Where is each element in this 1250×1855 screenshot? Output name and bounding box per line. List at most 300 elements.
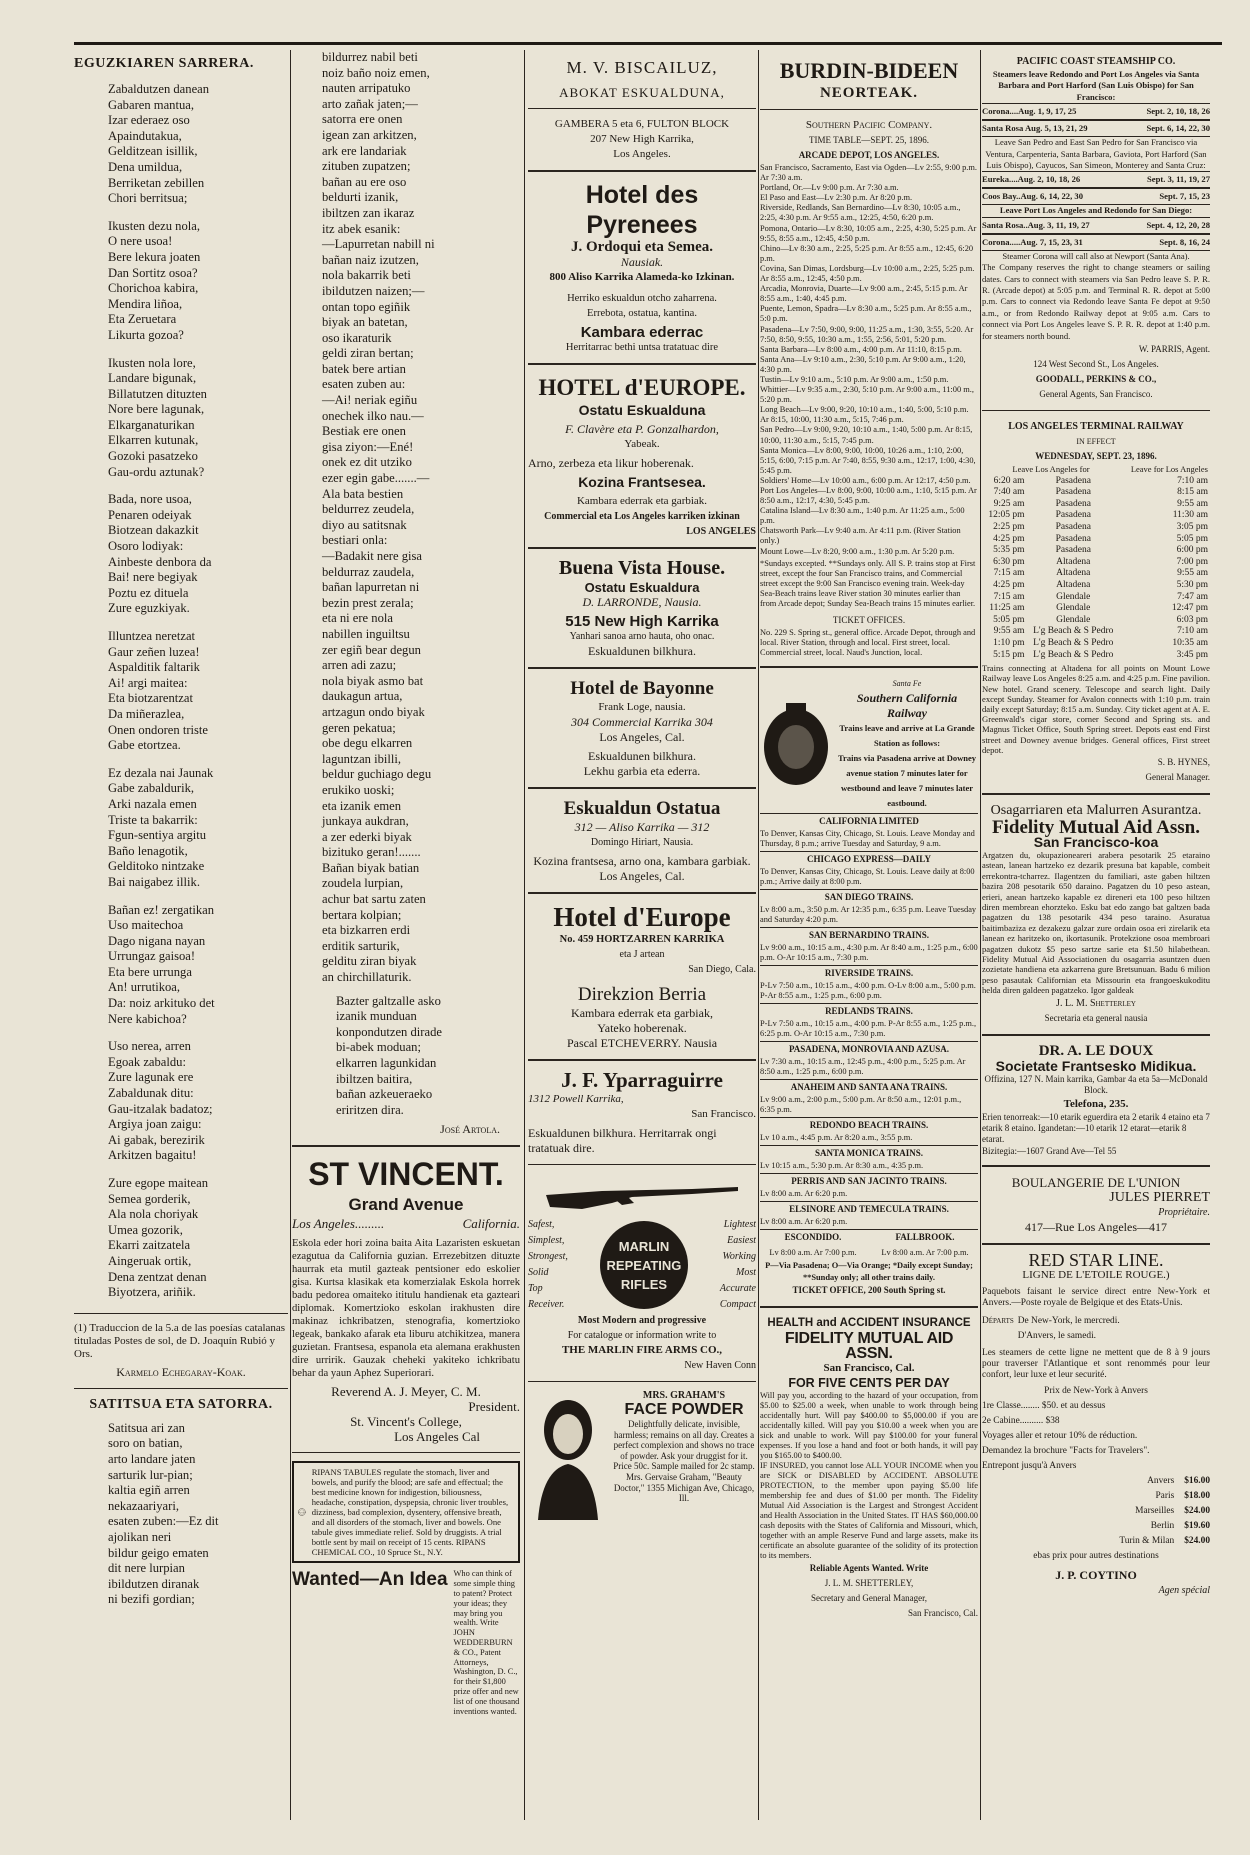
term-dest: Glendale	[1056, 614, 1091, 625]
table-row	[982, 522, 1210, 534]
term-sign2: General Manager.	[1145, 772, 1210, 783]
wanted-ad	[292, 1569, 520, 1716]
sailing-row	[982, 120, 1210, 137]
poem-line: bizituko geran!.......	[322, 845, 421, 860]
yparr-city: San Francisco.	[691, 1108, 756, 1120]
poem-line: ibiltzen baitira,	[336, 1071, 413, 1086]
poem-line: Gelditoko nintzake	[108, 859, 205, 874]
ledoux-ad	[982, 1044, 1210, 1157]
ostatua-owner: Domingo Hiriart, Nausia.	[590, 837, 694, 848]
poem-line: Dena umildua,	[108, 159, 183, 174]
table-row	[982, 534, 1210, 546]
table-row	[982, 650, 1210, 662]
poem-line: Triste ta bakarrik:	[108, 812, 198, 827]
poem-line: Eta bere urrunga	[108, 964, 192, 979]
timetable-line: Whittier—Lv 9:35 a.m., 2:30, 5:10 p.m. Ar 9:00 a.m., 11:00 m., 5:20 p.m.	[760, 385, 974, 405]
poem-line: Egoak zabaldu:	[108, 1054, 186, 1069]
sf-fallbrook-times: Lv 8:00 a.m. Ar 7:00 p.m.	[881, 1248, 969, 1258]
term-depart: 5:15 pm	[993, 649, 1025, 660]
footnote: (1) Traduccion de la 5.a de las poesías catalanas tituladas Postes de sol, de D. Joaquín Rubió y Ors.	[74, 1321, 286, 1360]
fidelity-ad	[760, 1316, 978, 1621]
sf-office: TICKET OFFICE, 200 South Spring st.	[792, 1285, 946, 1296]
term-depart: 4:25 pm	[993, 533, 1025, 544]
divider	[528, 363, 756, 365]
marlin-feature: Solid	[528, 1267, 549, 1278]
poem-line: Gelditzean isillik,	[108, 144, 198, 159]
sailing-sept: Sept. 7, 15, 23	[1159, 191, 1210, 202]
red-line5: Entrepont jusqu'à Anvers	[982, 1461, 1077, 1472]
europe2-owner: Pascal ETCHEVERRY. Nausia	[566, 1036, 718, 1050]
divider	[528, 108, 756, 109]
poem-line: achur bat sartu zaten	[322, 892, 426, 907]
burdin-sub: NEORTEAK.	[819, 85, 919, 101]
europe2-addr: No. 459 HORTZARREN KARRIKA	[559, 934, 725, 945]
europe1-line2: Kozina Frantsesea.	[578, 474, 706, 490]
poem-line: diyo au satitsnak	[322, 517, 407, 532]
poem-line: Dan Sortitz osoa?	[108, 265, 198, 280]
poem-line: Bai naigabez illik.	[108, 874, 200, 889]
europe1-line3: Kambara ederrak eta garbiak.	[576, 495, 708, 507]
red-departures	[982, 1314, 1210, 1344]
term-head-left: Leave Los Angeles for	[1012, 464, 1090, 475]
price-row	[982, 1534, 1210, 1549]
bayonne-city: Los Angeles, Cal.	[599, 730, 685, 744]
timetable-line: Long Beach—Lv 9:00, 9:20, 10:10 a.m., 1:40, 5:00, 5:10 p.m. Ar 8:15, 10:00, 11:30 a.m., 5:15, 7:46 p.m.	[760, 405, 969, 425]
pyrenees-owner-role: Nausiak.	[620, 255, 664, 269]
red-classe2: 2e Cabine.......... $38	[982, 1416, 1060, 1427]
term-return: 3:05 pm	[1176, 522, 1208, 533]
terminal-railway	[982, 419, 1210, 785]
table-row	[982, 603, 1210, 615]
biscailuz-ad	[528, 56, 756, 162]
yparr-title: J. F. Yparraguirre	[561, 1068, 723, 1092]
term-depart: 1:10 pm	[993, 638, 1025, 648]
sf-section-title: PASADENA, MONROVIA AND AZUSA.	[760, 1041, 978, 1057]
term-dest: Pasadena	[1055, 522, 1091, 533]
table-row	[982, 626, 1210, 638]
timetable-line: Santa Monica—Lv 8:00, 9:00, 10:00, 10:26 a.m., 1:10, 2:00, 5:15, 6:00, 7:15 p.m. Ar 7:40, 8:55, 9:30 a.m., 12:17, 1:00, 4:30, 5:45 p.m.	[760, 445, 976, 475]
europe2-city: San Diego, Cala.	[688, 964, 756, 975]
table-row	[982, 580, 1210, 592]
red-line2: Les steamers de cette ligne ne mettent que de 8 à 9 jours pour traverser l'Atlantique et sont renommés pour leur confort, leur luxe et leur securité.	[982, 1347, 1210, 1380]
woman-portrait-icon	[528, 1390, 608, 1520]
poem-line: batek bere artian	[322, 361, 406, 376]
bayonne-owner: Frank Loge, nausia.	[598, 701, 686, 713]
marlin-feature: Strongest,	[528, 1251, 568, 1262]
fid-agents: Reliable Agents Wanted. Write	[809, 1563, 929, 1574]
europe1-title: HOTEL d'EUROPE.	[538, 375, 746, 400]
timetable-line: Santa Ana—Lv 9:10 a.m., 2:30, 5:10 p.m. Ar 9:00 a.m., 1:20, 4:30 p.m.	[760, 354, 966, 374]
ledoux-addr: Offizina, 127 N. Main karrika, Gambar 4a eta 5a—McDonald Block.	[984, 1073, 1208, 1096]
poem-line: bezin prest zerala;	[322, 595, 414, 610]
poem-line: biyak an batetan,	[322, 315, 408, 330]
sf-section-title: ANAHEIM AND SANTA ANA TRAINS.	[760, 1079, 978, 1095]
poem-line: Umea gozorik,	[108, 1222, 183, 1237]
poem-line: beldurrez zeudela,	[322, 502, 415, 517]
poem-line: zoudela lurpian,	[322, 876, 404, 891]
term-head-right: Leave for Los Angeles	[1130, 464, 1208, 475]
divider	[74, 1313, 288, 1314]
sp-ticket-head: TICKET OFFICES.	[832, 615, 906, 626]
poem-line: an chirchillaturik.	[322, 970, 412, 985]
poem-line: Likurta gozoa?	[108, 327, 184, 342]
poem-line: Poztu ez dituela	[108, 585, 189, 600]
divider	[982, 793, 1210, 795]
poem-line: Dago nigana nayan	[108, 933, 206, 948]
sp-depot: ARCADE DEPOT, LOS ANGELES.	[798, 150, 940, 160]
term-table	[982, 464, 1210, 661]
marlin-ad	[528, 1173, 756, 1373]
poem-line: kaltia egiñ arren	[108, 1483, 190, 1498]
pyrenees-line4: Herritarrac bethi untsa tratatuac dire	[565, 342, 719, 353]
sf-section-title: SANTA MONICA TRAINS.	[760, 1145, 978, 1161]
poem-line: Gau-itzalak badatoz;	[108, 1101, 213, 1116]
buena-vista-ad	[528, 557, 756, 659]
poem-line: gisa ziyon:—Ené!	[322, 439, 414, 454]
poem-line: Satitsua ari zan	[108, 1420, 185, 1435]
sailing-aug: Coos Bay..Aug. 6, 14, 22, 30	[982, 191, 1083, 202]
poem-line: esaten zuben au:	[322, 377, 406, 392]
term-return: 8:15 am	[1177, 487, 1208, 498]
poem-line: An! urrutikoa,	[108, 980, 181, 995]
timetable-line: Chatsworth Park—Lv 9:40 a.m. Ar 4:11 p.m. (River Station only.)	[760, 526, 961, 546]
poem-line: Gaur zeñen luzea!	[108, 644, 200, 659]
poem-line: Nore bere lagunak,	[108, 402, 205, 417]
sf-section-title: RIVERSIDE TRAINS.	[760, 965, 978, 981]
pc-agent: W. PARRIS, Agent.	[1138, 344, 1210, 355]
poem-line: Eta biotzarentzat	[108, 691, 193, 706]
poem-line: nola bakarrik beti	[322, 268, 411, 283]
st-vincent-ad	[292, 1155, 520, 1444]
term-return: 9:55 am	[1177, 498, 1208, 509]
divider	[528, 1059, 756, 1061]
poem-line: Urrungaz gaisoa!	[108, 949, 196, 964]
poem-line: Gabaren mantua,	[108, 97, 195, 112]
ostatua-addr: 312 — Aliso Karrika — 312	[574, 820, 710, 834]
fable-body	[292, 50, 520, 1118]
poem-line: ibildutzen naizen;—	[322, 283, 425, 298]
poem-line: Chorichoa kabira,	[108, 281, 199, 296]
poem-line: —Ai! neriak egiñu	[322, 393, 418, 408]
st-vincent-rev: Reverend A. J. Meyer, C. M.	[331, 1384, 481, 1400]
marlin-right-list	[720, 1217, 756, 1313]
poem-line: O nere usoa!	[108, 234, 173, 249]
term-return: 5:05 pm	[1176, 533, 1208, 544]
poem-line: izanik munduan	[336, 1009, 417, 1024]
term-sign: S. B. HYNES,	[1157, 757, 1210, 768]
sf-fallbrook-title: FALLBROOK.	[895, 1232, 955, 1243]
poem-line: elkarren lagunkidan	[336, 1056, 437, 1070]
sf-line1: Southern California Railway	[856, 691, 958, 721]
column-1	[74, 50, 288, 1620]
pc-line5: The Company reserves the right to change steamers or sailing dates. Cars to connect with steamers via San Pedro leave S. P. R. R. (Arcade depot) at 5:05 p.m. and Terminal R. R. depot at 5:00 p.m. Cars to connect via Redondo leave Santa Fe depot at 9:50 a.m., or from Redondo Railway depot at 9:05 a.m. Cars to connect via Port Los Angeles leave S. P. R. R. depot at 1:40 p.m. for steamers north bound.	[982, 262, 1210, 341]
sp-sub: TIME TABLE—SEPT. 25, 1896.	[809, 135, 929, 145]
poem-line: eta ni ere nola	[322, 611, 393, 626]
marlin-feature: Compact	[719, 1299, 756, 1310]
term-depart: 7:40 am	[993, 487, 1025, 498]
sf-section-times: To Denver, Kansas City, Chicago, St. Louis. Leave Monday and Thursday, 8 p.m.; arrive Tuesday and Saturday, 9 a.m.	[760, 829, 975, 849]
buena-line1: Yanhari sanoa arno hauta, oho onac.	[569, 631, 715, 642]
term-depart: 5:35 pm	[993, 545, 1025, 556]
fid-sign3: San Francisco, Cal.	[908, 1608, 978, 1619]
st-vincent-college-city: Los Angeles Cal	[394, 1429, 480, 1445]
sf-section-title: ELSINORE AND TEMECULA TRAINS.	[760, 1201, 978, 1217]
table-row	[982, 510, 1210, 522]
term-dest: L'g Beach & S Pedro	[1033, 638, 1114, 648]
pc-line2: Leave San Pedro and East San Pedro for San Francisco via Ventura, Carpenteria, Santa Barbara, Gaviota, Port Harford (San Luis Obispo), Cayucos, San Simeon, Monterey and Santa Cruz:	[985, 137, 1207, 171]
pyrenees-line3: Kambara ederrac	[580, 324, 704, 341]
poem-line: arto zañak jaten;—	[322, 96, 418, 111]
europe2-title: Hotel d'Europe	[553, 902, 731, 932]
biscailuz-city: Los Angeles.	[613, 148, 671, 160]
europe2-line2: Kambara ederrak eta garbiak,	[571, 1006, 713, 1020]
marlin-feature: Most	[736, 1267, 756, 1278]
poem-body	[74, 82, 288, 1301]
marlin-feature: Safest,	[528, 1219, 555, 1230]
timetable-line: Arcadia, Monrovia, Duarte—Lv 9:00 a.m., 2:45, 5:15 p.m. Ar 8:55 a.m., 1:40, 4:45 p.m.	[760, 284, 968, 304]
poem-line: —Badakit nere gisa	[322, 549, 423, 563]
term-return: 7:00 pm	[1176, 556, 1208, 567]
poem-line: sarturik lur-pian;	[108, 1467, 193, 1482]
poem-line: zituben zupatzen;	[322, 159, 411, 174]
poem-line: Gabe zabaldurik,	[108, 781, 195, 796]
sf-foot: P—Via Pasadena; O—Via Orange; *Daily except Sunday; **Sunday only; all other trains daily.	[765, 1261, 973, 1282]
europe2-dir: Direkzion Berria	[577, 984, 707, 1005]
divider	[292, 1452, 520, 1453]
poem-title: EGUZKIAREN SARRERA.	[74, 56, 254, 71]
sf-section-title: CALIFORNIA LIMITED	[760, 813, 978, 829]
poem-line: Apaindutakua,	[108, 128, 182, 143]
poem-line: bañan lapurretan ni	[322, 580, 420, 595]
term-return: 12:47 pm	[1171, 603, 1208, 614]
poem-line: Bai! nere begiyak	[108, 570, 198, 585]
sailing-sept: Sept. 6, 14, 22, 30	[1146, 123, 1210, 134]
price-dest: Paris	[1155, 1491, 1175, 1502]
ledoux-title: DR. A. LE DOUX	[1038, 1042, 1154, 1059]
marlin-feature: Easiest	[727, 1235, 756, 1246]
marlin-feature: Receiver.	[528, 1299, 565, 1310]
sf-section-times: P-Lv 7:50 a.m., 10:15 a.m., 4:00 p.m. P-Ar 8:55 a.m., 1:25 p.m., 6:25 p.m. O-Ar 10:15 a.m., 7:30 p.m.	[760, 1019, 977, 1039]
boul-addr: 417—Rue Los Angeles—417	[1025, 1220, 1167, 1235]
pc-title: PACIFIC COAST STEAMSHIP CO.	[1016, 56, 1176, 67]
term-return: 6:03 pm	[1176, 614, 1208, 625]
timetable-line: San Pedro—Lv 9:00, 9:20, 10:10 a.m., 1:40, 5:00 p.m. Ar 8:15, 10:00, 11:30 a.m., 5:15, 7:45 p.m.	[760, 425, 973, 445]
bayonne-addr: 304 Commercial Karrika 304	[571, 715, 713, 729]
wanted-title: Wanted—An Idea	[292, 1569, 448, 1591]
sf-fallbrook	[872, 1230, 978, 1260]
sf-section-times: Lv 7:30 a.m., 10:15 a.m., 12:45 p.m., 4:00 p.m., 5:25 p.m. Ar 8:50 a.m., 1:25 p.m., 6:00 p.m.	[760, 1057, 966, 1077]
poem-line: Landare bigunak,	[108, 371, 197, 386]
red-dep-label: Départs	[982, 1315, 1014, 1326]
poem-stanza	[74, 766, 288, 891]
poem-line: Penaren odeiyak	[108, 507, 192, 522]
pc-addr: 124 West Second St., Los Angeles.	[1033, 359, 1159, 370]
term-depart: 2:25 pm	[993, 522, 1025, 533]
buena-owner: D. LARRONDE, Nausia.	[582, 595, 702, 609]
marlin-feature: Simplest,	[528, 1235, 565, 1246]
poem-line: Zabaldunak ditu:	[108, 1086, 194, 1101]
pyrenees-owner: J. Ordoqui eta Semea.	[570, 239, 714, 255]
red-line1: Paquebots faisant le service direct entre New-York et Anvers.—Poste royale de Belgique et des Etats-Unis.	[982, 1287, 1210, 1309]
poem-line: eta bizkarren erdi	[322, 923, 411, 938]
term-return: 7:10 am	[1177, 626, 1208, 637]
poem-stanza	[74, 1176, 288, 1301]
poem-line: arren adi zazu;	[322, 658, 397, 673]
divider	[982, 1243, 1210, 1245]
poem-line: ni bezifi gordian;	[108, 1592, 195, 1607]
wanted-text: Who can think of some simple thing to patent? Protect your ideas; they may bring you wealth. Write JOHN WEDDERBURN & CO., Patent Attorneys, Washington, D. C., for their $1,800 prize offer and new list of one thousand inventions wanted.	[453, 1569, 520, 1716]
poem-line: bertara kolpian;	[322, 907, 402, 922]
poem-line: Mendira liñoa,	[108, 296, 183, 311]
price-dest: Marseilles	[1135, 1506, 1175, 1517]
poem-line: itz abek esanik:	[322, 221, 401, 236]
term-return: 7:47 am	[1177, 591, 1208, 602]
poem-line: Zure lagunak ere	[108, 1070, 194, 1085]
timetable-line: Soldiers' Home—Lv 10:00 a.m., 6:00 p.m. Ar 12:17, 4:50 p.m.	[760, 475, 971, 485]
poem-line: bildurrez nabil beti	[322, 50, 418, 64]
marlin-line2: For catalogue or information write to	[567, 1330, 717, 1341]
poem-line: bi-abek moduan;	[336, 1040, 421, 1055]
ripans-seal-text: RIPANS TABULES	[298, 1512, 306, 1514]
poem-line: arto landare jaten	[108, 1451, 196, 1466]
poem-line: nabillen inguiltsu	[322, 626, 410, 641]
europe2-line3: Yateko hoberenak.	[597, 1021, 687, 1035]
poem-stanza	[74, 629, 288, 754]
poem-line: Uso maitechoa	[108, 918, 184, 933]
fid2-sign: J. L. M. Shetterley	[1056, 997, 1136, 1009]
timetable-line: Puente, Lemon, Spadra—Lv 8:30 a.m., 5:25 p.m. Ar 8:55 a.m., 5:0 p.m.	[760, 304, 972, 324]
divider	[528, 787, 756, 789]
poem-line: nola biyak asmo bat	[322, 673, 424, 688]
sailing-sept: Sept. 8, 16, 24	[1159, 236, 1210, 247]
red-sign: J. P. COYTINO	[1055, 1568, 1137, 1583]
poem-line: Nere kabichoa?	[108, 1011, 187, 1026]
poem-line: Bada, nore usoa,	[108, 492, 192, 507]
poem-line: daukagun artua,	[322, 689, 403, 704]
poem-line: a zer ederki biyak	[322, 829, 412, 844]
poem-line: Bazter galtzalle asko	[336, 993, 441, 1008]
timetable-line: Catalina Island—Lv 8:30 a.m., 1:40 p.m. Ar 11:25 a.m., 5:00 p.m.	[760, 506, 965, 526]
poem-line: eriritzen dira.	[336, 1102, 404, 1117]
burdin-title: BURDIN-BIDEEN	[779, 58, 959, 83]
europe1-sub: Ostatu Eskualduna	[578, 402, 706, 418]
marlin-feature: Top	[528, 1283, 543, 1294]
sf-escondido-title: ESCONDIDO.	[784, 1232, 842, 1243]
timetable-line: Portland, Or.—Lv 9:00 p.m. Ar 7:30 a.m.	[760, 183, 899, 193]
term-dest: Altadena	[1056, 580, 1091, 591]
sp-lines	[760, 163, 978, 557]
sf-line2: Trains leave and arrive at La Grande Station as follows:	[839, 723, 975, 749]
biscailuz-addr: GAMBERA 5 eta 6, FULTON BLOCK	[554, 118, 730, 130]
poem-line: Aingeruak ortik,	[108, 1253, 192, 1268]
price-amount: $16.00	[1184, 1476, 1210, 1487]
poem-line: Da: noiz arkituko det	[108, 996, 215, 1011]
sailing-row	[982, 234, 1210, 251]
marlin-line1: Most Modern and progressive	[577, 1315, 707, 1326]
red-line4: Demandez la brochure "Facts for Travelers".	[982, 1446, 1150, 1457]
red-title: RED STAR LINE.	[1028, 1250, 1164, 1271]
ostatua-line1: Kozina frantsesa, arno ona, kambara garbiak.	[533, 854, 751, 868]
europe1-line4: Commercial eta Los Angeles karriken izkinan	[544, 511, 740, 522]
burdin-header	[760, 56, 978, 101]
divider	[528, 547, 756, 549]
st-vincent-pres: President.	[468, 1399, 520, 1415]
sf-section-times: Lv 9:00 a.m., 2:00 p.m., 5:00 p.m. Ar 8:50 a.m., 12:01 p.m., 6:35 p.m.	[760, 1095, 962, 1115]
divider	[760, 109, 978, 110]
term-dest: Altadena	[1056, 568, 1091, 579]
red-sub: LIGNE DE L'ETOILE ROUGE.)	[1022, 1269, 1170, 1282]
poem-line: Ala bata bestien	[322, 486, 404, 501]
buena-addr: 515 New High Karrika	[565, 613, 719, 630]
poem-line: artzagun ondo biyak	[322, 704, 425, 719]
poem-line: nekazaariyari,	[108, 1498, 179, 1513]
europe1-city: LOS ANGELES	[686, 526, 756, 537]
pc-rows2	[982, 171, 1210, 205]
timetable-line: Pasadena—Lv 7:50, 9:00, 9:00, 11:25 a.m., 1:30, 3:55, 5:20. Ar 7:50, 8:50, 9:55, 10:30 a.m., 1:55, 2:56, 5:01, 5:20 p.m.	[760, 324, 974, 344]
bayonne-ad	[528, 677, 756, 779]
poem-line: satorra ere onen	[322, 112, 403, 127]
bayonne-line2: Lekhu garbia eta ederra.	[583, 764, 701, 778]
column-divider	[524, 50, 525, 1820]
st-vincent-subtitle: Grand Avenue	[348, 1195, 464, 1215]
term-dest: Glendale	[1056, 603, 1091, 614]
poem-line: Bestiak ere onen	[322, 424, 406, 439]
divider	[982, 1034, 1210, 1036]
poem-line: noiz baño noiz emen,	[322, 65, 430, 80]
timetable-line: Santa Barbara—Lv 8:00 a.m., 4:00 p.m. Ar 11:10, 8:15 p.m.	[760, 344, 962, 354]
marlin-seal-2: REPEATING	[606, 1258, 682, 1273]
poem-line: onechek ilko nau.—	[322, 408, 424, 423]
sailing-aug: Eureka....Aug. 2, 10, 18, 26	[982, 174, 1081, 185]
ripans-ad	[292, 1461, 520, 1563]
red-dep1: De New-York, le mercredi.	[1017, 1315, 1120, 1326]
fid-text2: IF INSURED, you cannot lose ALL YOUR INCOME when you are SICK or DISABLED by ACCIDENT. ABSOLUTE PROTECTION, to the member upon paying $5.00 life membership fee and dues of $1.00 per month. The Fidelity Mutual Aid Association is the Largest and Strongest Accident and Health Association in the United States. IT HAS $60,000.00 cash deposits with the States of California and Missouri, which, together with an ample Reserve Fund and large assets, make its certificate an absolute guarantee of the solidity of its protection to its members.	[760, 1461, 978, 1561]
osagarri-ad	[982, 803, 1210, 1026]
boul-name: JULES PIERRET	[1109, 1190, 1210, 1206]
st-vincent-body: Eskola eder hori zoina baita Aita Lazaristen eskuetan ezagutua da California guzian. Errezebitzen dituzte haurrak eta mutil gazteak pentsioner edo eskolier gisa. Kurtsa klasikak eta komerzialak Eskola horrek badu pedorea omaiteko ititulu handienak eta gazteari diplomak. Komertzioko eskolan irakhusten dire makinaz ichkribatzen, stenografia, komertzioko legeak, bankako afarak eta liburu atchikitzea, manera guzietan. Frantsesa, espanola eta alemana erakhusten dire urririk. Gauzak cheheki yakiteko ichkribatu behar da yaun Aphez Superiorari.	[292, 1238, 520, 1380]
red-star-ad	[982, 1250, 1210, 1598]
divider	[982, 410, 1210, 411]
poem-line: Gau-ordu aztunak?	[108, 464, 205, 479]
red-line6: ebas prix pour autres destinations	[1033, 1551, 1159, 1562]
term-dest: Pasadena	[1055, 510, 1091, 521]
poem-line: erditik sarturik,	[322, 938, 400, 953]
poem-line: Onen ondoren triste	[108, 722, 209, 737]
price-amount: $18.00	[1184, 1491, 1210, 1502]
poem-line: beldurti izanik,	[322, 190, 399, 205]
price-amount: $24.00	[1184, 1506, 1210, 1517]
poem-line: Baño lenagotik,	[108, 843, 188, 858]
sf-line3: Trains via Pasadena arrive at Downey avenue station 7 minutes later for westbound and leave 7 minutes later eastbound.	[838, 753, 976, 809]
timetable-line: El Paso and East—Lv 2:30 p.m. Ar 8:20 p.m.	[760, 193, 913, 203]
pc-line3: Leave Port Los Angeles and Redondo for San Diego:	[999, 205, 1193, 216]
ledoux-home: Bizitegia:—1607 Grand Ave—Tel 55	[982, 1145, 1117, 1156]
term-dest: Glendale	[1056, 591, 1091, 602]
yparr-addr: 1312 Powell Karrika,	[528, 1093, 624, 1105]
term-dest: Pasadena	[1055, 475, 1091, 486]
sf-section-times: Lv 10 a.m., 4:45 p.m. Ar 8:20 a.m., 3:55 p.m.	[760, 1133, 913, 1143]
sailing-sept: Sept. 4, 12, 20, 28	[1146, 219, 1210, 230]
top-rule	[74, 42, 1222, 45]
author-signature: Karmelo Echegaray-Koak.	[116, 1364, 246, 1379]
fid2-text: Argatzen du, okupazioneareri arabera pesotarik 25 etaraino astean, lanean hartzeko ez dezarik presuna bat kapable, combeit errekontra-tcharrez. Ilagentzen du familiari, aste gaben hiltzen bazira 208 pesotarik 650 daraino. Pagatzen du 10 peso astean, erieri, anean hartzeko kapable ez direneri eta 100 peso hiltzen diren membrean ehorzteko. Esku bat edo zango bat galtzen bada pagatzen du 138 pesotarik 434 peso taraino. Asuratua baitimbaziza ez dezakezu galzar zure ordain osoa eri zirelarik eta lanean ez haritzeko on, ikortasunik. Protekzione osoa membroari pagatzen dukotz $5 peso sartze sarie eta $1.50 hilabethean. Fidelity Mutual Aid Associationen du osagarria asuntzen duen zozietate handiena eta azkarrena gure Bretsunuan. Badu 6 milion peso pasautak Californian eta Missourin eta frangoeskukoditu helda diren galdeen pagatzeko. Igor galdeak	[982, 850, 1210, 996]
marlin-feature: Working	[722, 1251, 756, 1262]
europe1-line1: Arno, zerbeza eta likur hoberenak.	[528, 456, 694, 470]
poem-line: gelditu ziran biyak	[322, 954, 417, 969]
fid-head: HEALTH and ACCIDENT INSURANCE	[767, 1317, 971, 1330]
column-2	[292, 50, 520, 1716]
europe2-line1: eta J artean	[619, 949, 665, 960]
